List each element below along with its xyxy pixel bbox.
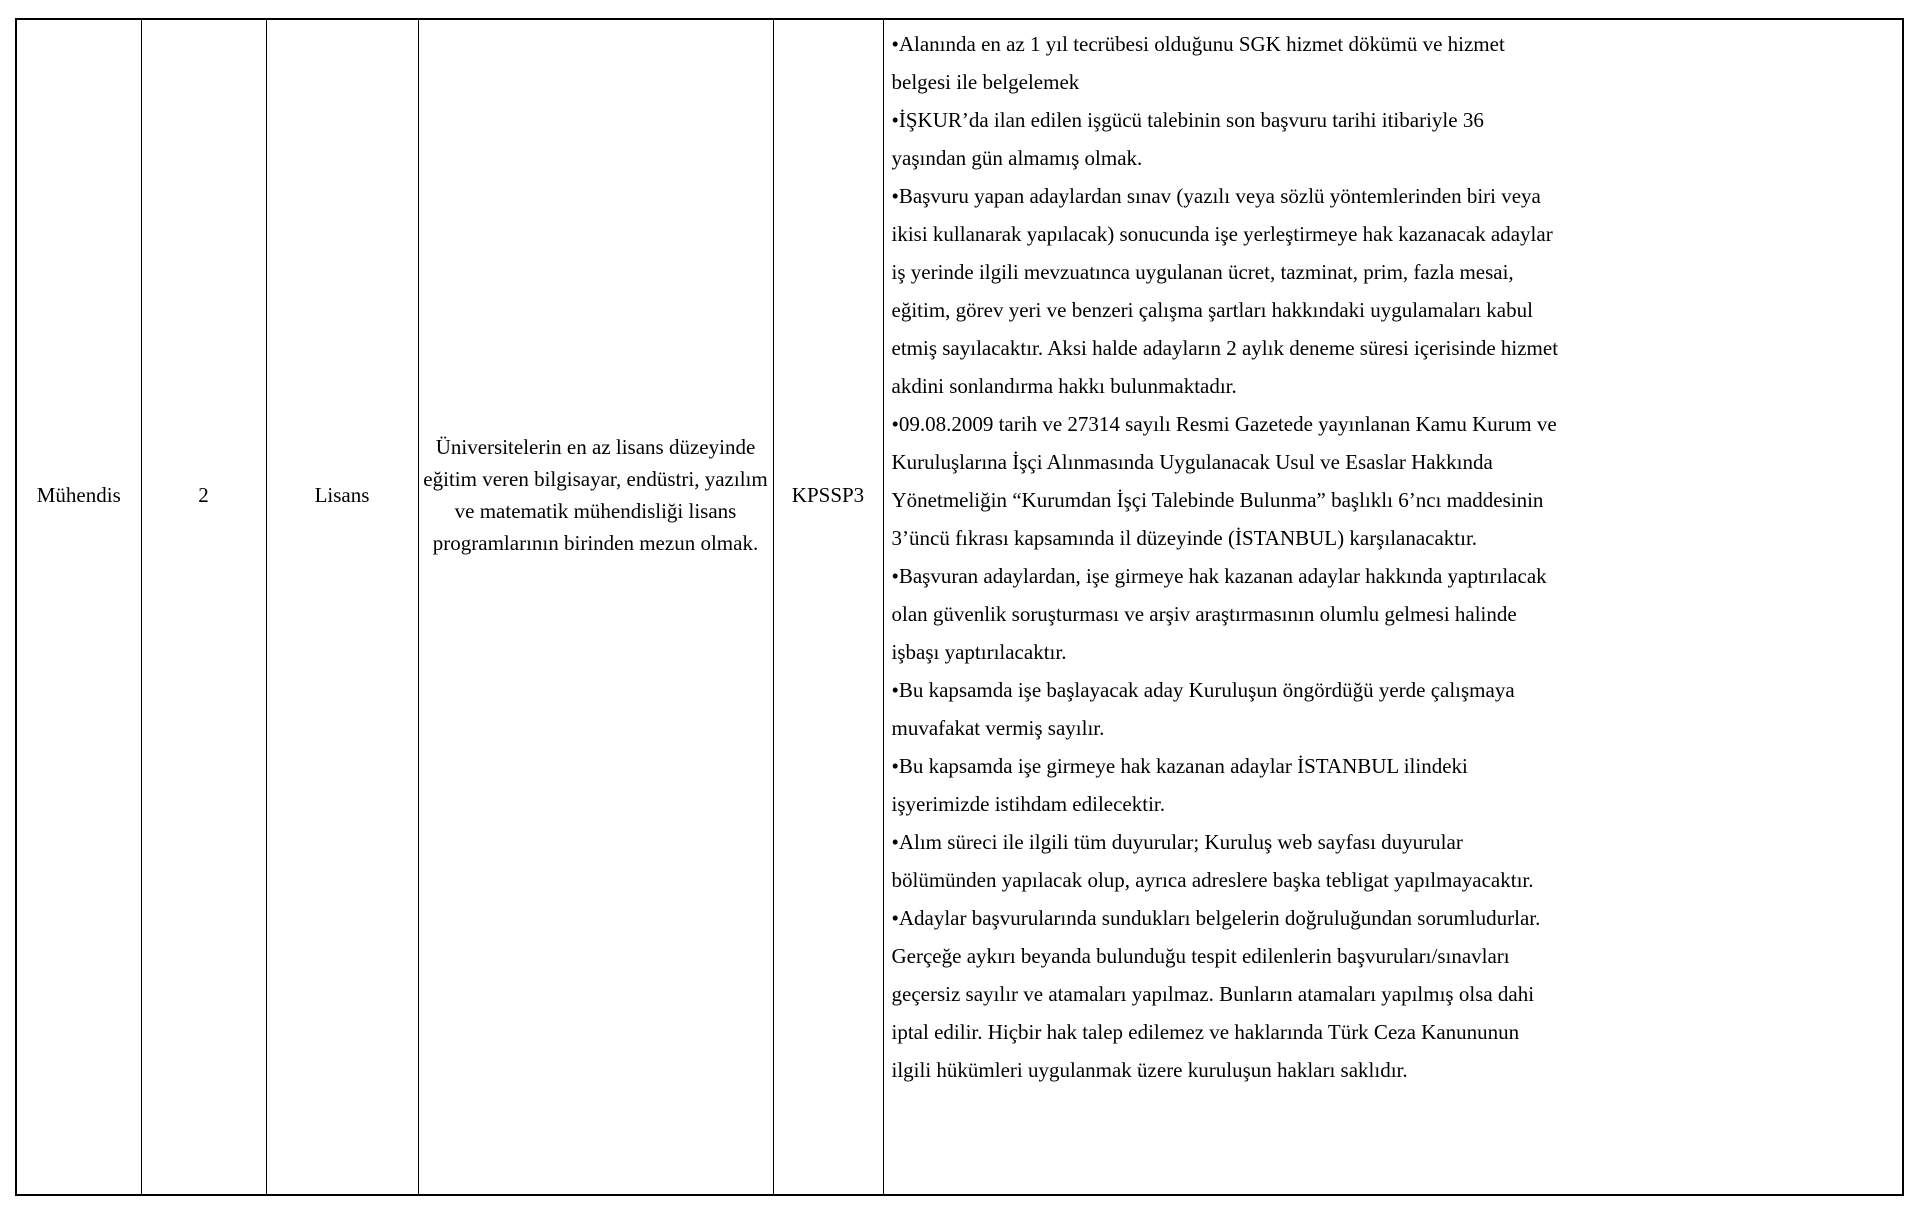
position-cell bbox=[16, 19, 141, 1195]
position-text: Mühendis bbox=[36, 482, 121, 507]
table-row bbox=[16, 19, 1903, 1195]
quota-text: 2 bbox=[198, 482, 209, 507]
education-cell bbox=[266, 19, 418, 1195]
exam-cell bbox=[773, 19, 883, 1195]
condition-item: •Başvuran adaylardan, işe girmeye hak kazanan adaylar hakkında yaptırılacak olan güvenlik soruşturması ve arşiv araştırmasının olumlu gelmesi halinde işbaşı yaptırılacaktır. bbox=[891, 564, 1547, 664]
job-posting-table bbox=[15, 18, 1904, 1196]
education-text: Lisans bbox=[314, 482, 370, 507]
condition-item: •Bu kapsamda işe başlayacak aday Kuruluşun öngördüğü yerde çalışmaya muvafakat vermiş sayılır. bbox=[891, 678, 1515, 740]
condition-item: •İŞKUR’da ilan edilen işgücü talebinin son başvuru tarihi itibariyle 36 yaşından gün almamış olmak. bbox=[891, 108, 1484, 170]
condition-item: •Alanında en az 1 yıl tecrübesi olduğunu SGK hizmet dökümü ve hizmet belgesi ile belgelemek bbox=[891, 32, 1505, 94]
requirement-text: Üniversitelerin en az lisans düzeyinde eğitim veren bilgisayar, endüstri, yazılım ve matematik mühendisliği lisans programlarının birinden mezun olmak. bbox=[423, 435, 768, 555]
quota-cell bbox=[141, 19, 266, 1195]
exam-text: KPSSP3 bbox=[791, 482, 865, 507]
condition-item: •Bu kapsamda işe girmeye hak kazanan adaylar İSTANBUL ilindeki işyerimizde istihdam edilecektir. bbox=[891, 754, 1468, 816]
conditions-cell bbox=[883, 19, 1903, 1195]
condition-item: •Alım süreci ile ilgili tüm duyurular; Kuruluş web sayfası duyurular bölümünden yapılacak olup, ayrıca adreslere başka tebligat yapılmayacaktır. bbox=[891, 830, 1534, 892]
condition-item: •Başvuru yapan adaylardan sınav (yazılı veya sözlü yöntemlerinden biri veya ikisi kullanarak yapılacak) sonucunda işe yerleştirmeye hak kazanacak adaylar iş yerinde ilgili mevzuatınca uygulanan ücret, tazminat, prim, fazla mesai, eğitim, görev yeri ve benzeri çalışma şartları hakkındaki uygulamaları kabul etmiş sayılacaktır. Aksi halde adayların 2 aylık deneme süresi içerisinde hizmet akdini sonlandırma hakkı bulunmaktadır. bbox=[891, 184, 1559, 398]
condition-item: •Adaylar başvurularında sundukları belgelerin doğruluğundan sorumludurlar. Gerçeğe aykırı beyanda bulunduğu tespit edilenlerin başvuruları/sınavları geçersiz sayılır ve atamaları yapılmaz. Bunların atamaları yapılmış olsa dahi iptal edilir. Hiçbir hak talep edilemez ve haklarında Türk Ceza Kanununun ilgili hükümleri uygulanmak üzere kuruluşun hakları saklıdır. bbox=[891, 906, 1541, 1082]
condition-item: •09.08.2009 tarih ve 27314 sayılı Resmi Gazetede yayınlanan Kamu Kurum ve Kuruluşlarına İşçi Alınmasında Uygulanacak Usul ve Esaslar Hakkında Yönetmeliğin “Kurumdan İşçi Talebinde Bulunma” başlıklı 6’ncı maddesinin 3’üncü fıkrası kapsamında il düzeyinde (İSTANBUL) karşılanacaktır. bbox=[891, 412, 1557, 550]
requirement-cell bbox=[418, 19, 773, 1195]
conditions-list bbox=[892, 25, 1560, 1089]
